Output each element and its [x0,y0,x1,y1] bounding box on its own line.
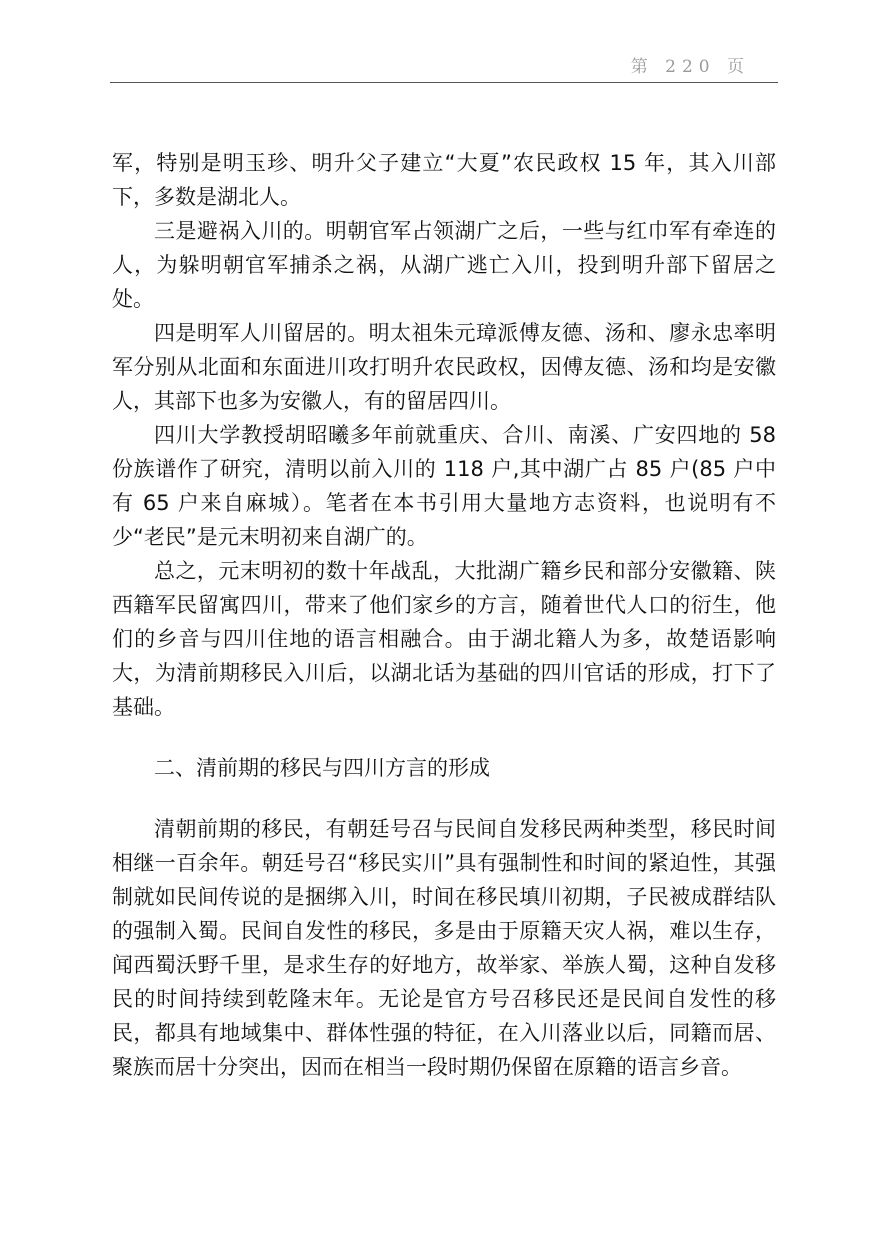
paragraph: 四是明军人川留居的。明太祖朱元璋派傅友德、汤和、廖永忠率明军分别从北面和东面进川攻打明升农民政权，因傅友德、汤和均是安徽人，其部下也多为安徽人，有的留居四川。 [112,321,776,413]
paragraph: 总之，元末明初的数十年战乱，大批湖广籍乡民和部分安徽籍、陕西籍军民留寓四川，带来了他们家乡的方言，随着世代人口的衍生，他们的乡音与四川住地的语言相融合。由于湖北籍人为多，故楚语影响大，为清前期移民入川后，以湖北话为基础的四川官话的形成，打下了基础。 [112,559,776,719]
spacer [112,785,776,812]
paragraph: 三是避祸入川的。明朝官军占领湖广之后，一些与红巾军有牵连的人，为躲明朝官军捕杀之祸，从湖广逃亡入川，投到明升部下留居之处。 [112,219,776,311]
paragraph: 四川大学教授胡昭曦多年前就重庆、合川、南溪、广安四地的 58 份族谱作了研究，清明以前入川的 118 户,其中湖广占 85 户(85 户中有 65 户来自麻城）。笔者在本书引用大量地方志资料，也说明有不少“老民”是元末明初来自湖广的。 [112,423,776,549]
section-heading: 二、清前期的移民与四川方言的形成 [154,756,490,780]
spacer [112,724,776,751]
page-number: 第 220 页 [630,57,750,77]
page-header [110,52,778,83]
page-body [112,146,776,1084]
paragraph-continued: 军，特别是明玉珍、明升父子建立“大夏”农民政权 15 年，其入川部下，多数是湖北人。 [112,151,776,209]
paragraph: 清朝前期的移民，有朝廷号召与民间自发移民两种类型，移民时间相继一百余年。朝廷号召“移民实川”具有强制性和时间的紧迫性，其强制就如民间传说的是捆绑入川，时间在移民填川初期，子民被成群结队的强制入蜀。民间自发性的移民，多是由于原籍天灾人祸，难以生存，闻西蜀沃野千里，是求生存的好地方，故举家、举族人蜀，这种自发移民的时间持续到乾隆末年。无论是官方号召移民还是民间自发性的移民，都具有地域集中、群体性强的特征，在入川落业以后，同籍而居、聚族而居十分突出，因而在相当一段时期仍保留在原籍的语言乡音。 [112,817,776,1079]
